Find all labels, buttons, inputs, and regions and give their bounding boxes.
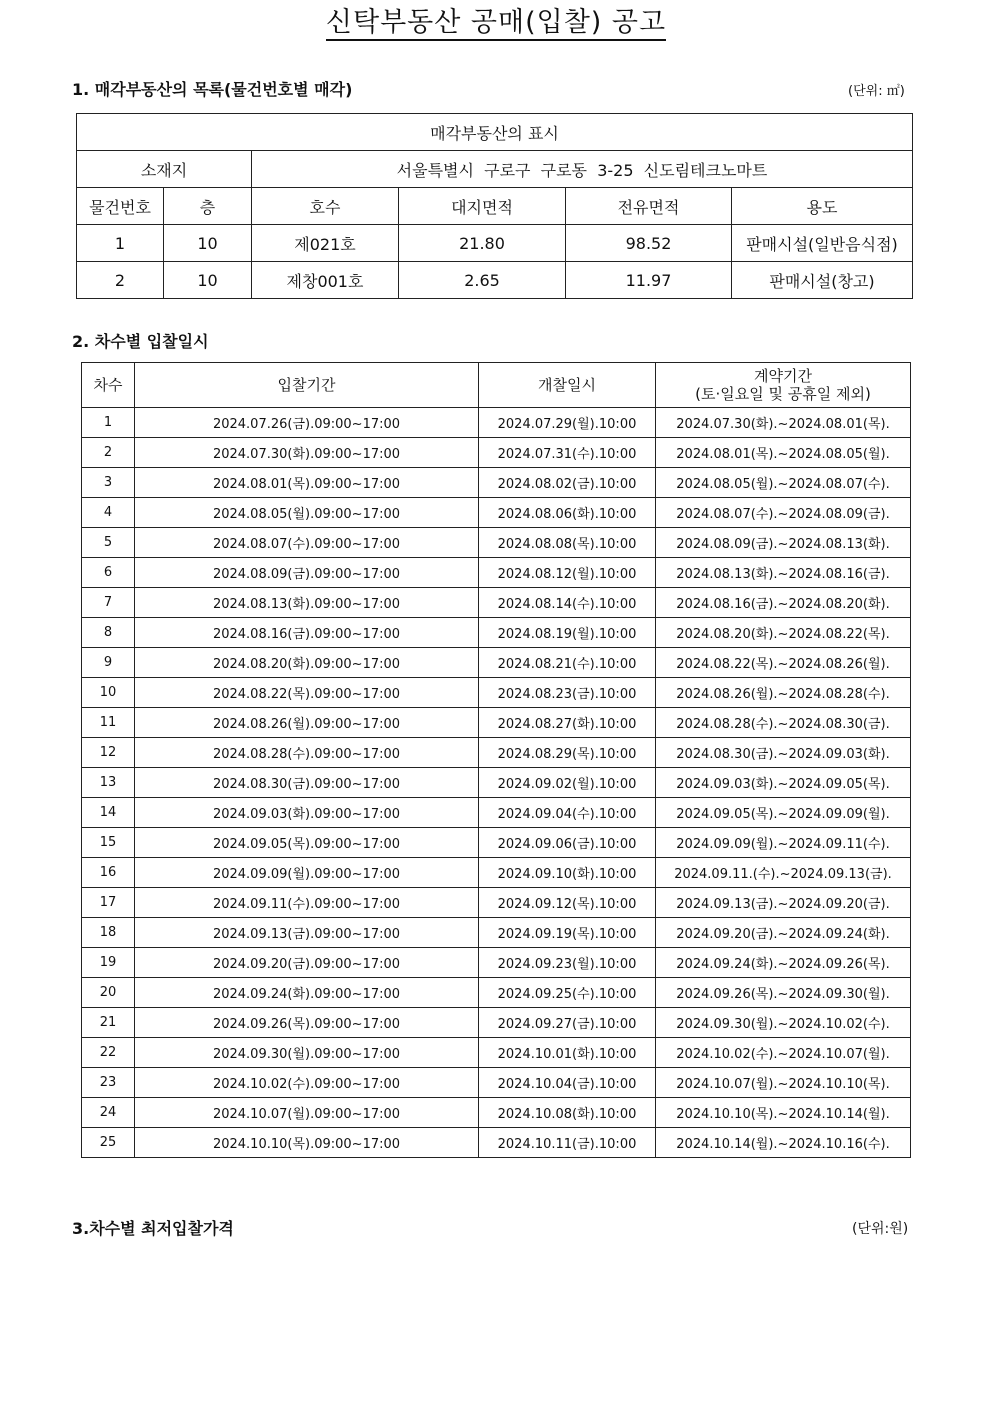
opening-datetime: 2024.07.29(월).10:00 — [479, 408, 656, 438]
contract-period: 2024.08.20(화).~2024.08.22(목). — [656, 618, 911, 648]
section1-unit: (단위: ㎡) — [848, 84, 905, 99]
round-header-row — [82, 363, 911, 408]
table-row — [82, 768, 911, 798]
bid-period: 2024.08.07(수).09:00~17:00 — [135, 528, 479, 558]
usage: 판매시설(창고) — [732, 262, 913, 299]
exclusive-area: 98.52 — [566, 225, 732, 262]
header-item-no: 물건번호 — [77, 188, 164, 225]
opening-datetime: 2024.09.06(금).10:00 — [479, 828, 656, 858]
round-no: 11 — [82, 708, 135, 738]
table-row — [82, 948, 911, 978]
bid-period: 2024.08.30(금).09:00~17:00 — [135, 768, 479, 798]
page-title — [0, 0, 992, 39]
opening-datetime: 2024.09.19(목).10:00 — [479, 918, 656, 948]
item-no: 2 — [77, 262, 164, 299]
bid-period: 2024.10.02(수).09:00~17:00 — [135, 1068, 479, 1098]
round-no: 13 — [82, 768, 135, 798]
contract-period: 2024.08.09(금).~2024.08.13(화). — [656, 528, 911, 558]
round-no: 22 — [82, 1038, 135, 1068]
contract-period: 2024.10.07(월).~2024.10.10(목). — [656, 1068, 911, 1098]
round-no: 7 — [82, 588, 135, 618]
table-row — [82, 528, 911, 558]
round-no: 10 — [82, 678, 135, 708]
round-no: 9 — [82, 648, 135, 678]
header-contract-period-label: 계약기간 — [754, 367, 812, 385]
contract-period: 2024.08.07(수).~2024.08.09(금). — [656, 498, 911, 528]
bid-period: 2024.09.24(화).09:00~17:00 — [135, 978, 479, 1008]
section2-title: 2. 차수별 입찰일시 — [72, 332, 209, 351]
round-no: 16 — [82, 858, 135, 888]
opening-datetime: 2024.07.31(수).10:00 — [479, 438, 656, 468]
header-bid-period: 입찰기간 — [135, 363, 479, 408]
table-row — [82, 558, 911, 588]
header-contract-period — [656, 363, 911, 408]
table-row — [82, 588, 911, 618]
round-no: 21 — [82, 1008, 135, 1038]
round-no: 19 — [82, 948, 135, 978]
bid-period: 2024.08.20(화).09:00~17:00 — [135, 648, 479, 678]
contract-period: 2024.08.28(수).~2024.08.30(금). — [656, 708, 911, 738]
round-no: 12 — [82, 738, 135, 768]
location-value: 서울특별시 구로구 구로동 3-25 신도림테크노마트 — [252, 151, 913, 188]
contract-period: 2024.08.30(금).~2024.09.03(화). — [656, 738, 911, 768]
opening-datetime: 2024.09.10(화).10:00 — [479, 858, 656, 888]
header-land-area: 대지면적 — [399, 188, 566, 225]
usage: 판매시설(일반음식점) — [732, 225, 913, 262]
contract-period: 2024.09.03(화).~2024.09.05(목). — [656, 768, 911, 798]
table-row — [82, 1128, 911, 1158]
contract-period: 2024.09.05(목).~2024.09.09(월). — [656, 798, 911, 828]
opening-datetime: 2024.08.08(목).10:00 — [479, 528, 656, 558]
opening-datetime: 2024.09.02(월).10:00 — [479, 768, 656, 798]
table-row — [82, 978, 911, 1008]
round-no: 2 — [82, 438, 135, 468]
bid-period: 2024.09.09(월).09:00~17:00 — [135, 858, 479, 888]
contract-period: 2024.09.26(목).~2024.09.30(월). — [656, 978, 911, 1008]
table-row — [77, 262, 913, 299]
bid-period: 2024.09.13(금).09:00~17:00 — [135, 918, 479, 948]
unit-no: 제창001호 — [252, 262, 399, 299]
opening-datetime: 2024.10.01(화).10:00 — [479, 1038, 656, 1068]
table-row — [82, 618, 911, 648]
section3-unit: (단위:원) — [852, 1221, 909, 1237]
table-row — [82, 708, 911, 738]
contract-period: 2024.10.10(목).~2024.10.14(월). — [656, 1098, 911, 1128]
round-no: 15 — [82, 828, 135, 858]
opening-datetime: 2024.09.12(목).10:00 — [479, 888, 656, 918]
round-no: 8 — [82, 618, 135, 648]
contract-period: 2024.08.01(목).~2024.08.05(월). — [656, 438, 911, 468]
round-no: 23 — [82, 1068, 135, 1098]
property-table — [76, 113, 913, 299]
table-row — [82, 648, 911, 678]
opening-datetime: 2024.09.23(월).10:00 — [479, 948, 656, 978]
bid-period: 2024.09.20(금).09:00~17:00 — [135, 948, 479, 978]
item-no: 1 — [77, 225, 164, 262]
round-no: 4 — [82, 498, 135, 528]
opening-datetime: 2024.08.14(수).10:00 — [479, 588, 656, 618]
round-no: 20 — [82, 978, 135, 1008]
header-exclusive-area: 전유면적 — [566, 188, 732, 225]
round-no: 3 — [82, 468, 135, 498]
bid-period: 2024.09.30(월).09:00~17:00 — [135, 1038, 479, 1068]
round-no: 5 — [82, 528, 135, 558]
contract-period: 2024.09.24(화).~2024.09.26(목). — [656, 948, 911, 978]
bid-period: 2024.10.10(목).09:00~17:00 — [135, 1128, 479, 1158]
table-row — [82, 408, 911, 438]
bid-period: 2024.08.22(목).09:00~17:00 — [135, 678, 479, 708]
contract-period: 2024.08.26(월).~2024.08.28(수). — [656, 678, 911, 708]
opening-datetime: 2024.08.21(수).10:00 — [479, 648, 656, 678]
opening-datetime: 2024.10.04(금).10:00 — [479, 1068, 656, 1098]
round-no: 14 — [82, 798, 135, 828]
bid-period: 2024.09.26(목).09:00~17:00 — [135, 1008, 479, 1038]
table-row — [82, 678, 911, 708]
opening-datetime: 2024.08.06(화).10:00 — [479, 498, 656, 528]
bid-period: 2024.07.30(화).09:00~17:00 — [135, 438, 479, 468]
land-area: 2.65 — [399, 262, 566, 299]
bid-period: 2024.09.11(수).09:00~17:00 — [135, 888, 479, 918]
round-no: 17 — [82, 888, 135, 918]
table-row — [77, 225, 913, 262]
opening-datetime: 2024.08.02(금).10:00 — [479, 468, 656, 498]
contract-period: 2024.08.05(월).~2024.08.07(수). — [656, 468, 911, 498]
unit-no: 제021호 — [252, 225, 399, 262]
table-row — [82, 1068, 911, 1098]
table-row — [82, 888, 911, 918]
opening-datetime: 2024.09.25(수).10:00 — [479, 978, 656, 1008]
table-row — [82, 1038, 911, 1068]
exclusive-area: 11.97 — [566, 262, 732, 299]
bid-period: 2024.08.16(금).09:00~17:00 — [135, 618, 479, 648]
bid-period: 2024.08.13(화).09:00~17:00 — [135, 588, 479, 618]
bid-period: 2024.08.26(월).09:00~17:00 — [135, 708, 479, 738]
round-table-body — [82, 408, 911, 1158]
bid-period: 2024.08.09(금).09:00~17:00 — [135, 558, 479, 588]
opening-datetime: 2024.08.27(화).10:00 — [479, 708, 656, 738]
table-row — [82, 738, 911, 768]
bid-period: 2024.09.03(화).09:00~17:00 — [135, 798, 479, 828]
table-row — [82, 1098, 911, 1128]
table-row — [82, 828, 911, 858]
contract-period: 2024.09.13(금).~2024.09.20(금). — [656, 888, 911, 918]
opening-datetime: 2024.08.12(월).10:00 — [479, 558, 656, 588]
contract-period: 2024.10.14(월).~2024.10.16(수). — [656, 1128, 911, 1158]
contract-period: 2024.09.30(월).~2024.10.02(수). — [656, 1008, 911, 1038]
round-no: 6 — [82, 558, 135, 588]
header-contract-period-note: (토·일요일 및 공휴일 제외) — [695, 385, 871, 403]
contract-period: 2024.08.13(화).~2024.08.16(금). — [656, 558, 911, 588]
table-row — [82, 438, 911, 468]
contract-period: 2024.08.16(금).~2024.08.20(화). — [656, 588, 911, 618]
bid-period: 2024.08.28(수).09:00~17:00 — [135, 738, 479, 768]
table-row — [82, 1008, 911, 1038]
bid-period: 2024.08.05(월).09:00~17:00 — [135, 498, 479, 528]
opening-datetime: 2024.10.11(금).10:00 — [479, 1128, 656, 1158]
opening-datetime: 2024.09.04(수).10:00 — [479, 798, 656, 828]
section1-title: 1. 매각부동산의 목록(물건번호별 매각) — [72, 80, 353, 99]
table-row — [82, 858, 911, 888]
opening-datetime: 2024.08.29(목).10:00 — [479, 738, 656, 768]
table-row — [82, 498, 911, 528]
page-title-text: 신탁부동산 공매(입찰) 공고 — [326, 7, 666, 41]
header-round: 차수 — [82, 363, 135, 408]
opening-datetime: 2024.08.23(금).10:00 — [479, 678, 656, 708]
header-floor: 층 — [164, 188, 252, 225]
land-area: 21.80 — [399, 225, 566, 262]
section3-title: 3.차수별 최저입찰가격 — [72, 1219, 234, 1238]
header-usage: 용도 — [732, 188, 913, 225]
header-opening-datetime: 개찰일시 — [479, 363, 656, 408]
floor: 10 — [164, 225, 252, 262]
round-no: 25 — [82, 1128, 135, 1158]
opening-datetime: 2024.09.27(금).10:00 — [479, 1008, 656, 1038]
table-row — [82, 798, 911, 828]
contract-period: 2024.09.11.(수).~2024.09.13(금). — [656, 858, 911, 888]
table-row — [82, 918, 911, 948]
contract-period: 2024.07.30(화).~2024.08.01(목). — [656, 408, 911, 438]
bid-period: 2024.07.26(금).09:00~17:00 — [135, 408, 479, 438]
contract-period: 2024.10.02(수).~2024.10.07(월). — [656, 1038, 911, 1068]
location-label: 소재지 — [77, 151, 252, 188]
opening-datetime: 2024.10.08(화).10:00 — [479, 1098, 656, 1128]
round-no: 18 — [82, 918, 135, 948]
round-no: 24 — [82, 1098, 135, 1128]
contract-period: 2024.09.09(월).~2024.09.11(수). — [656, 828, 911, 858]
property-table-caption: 매각부동산의 표시 — [77, 114, 913, 151]
header-unit-no: 호수 — [252, 188, 399, 225]
bid-period: 2024.09.05(목).09:00~17:00 — [135, 828, 479, 858]
contract-period: 2024.08.22(목).~2024.08.26(월). — [656, 648, 911, 678]
table-row — [82, 468, 911, 498]
bid-period: 2024.08.01(목).09:00~17:00 — [135, 468, 479, 498]
opening-datetime: 2024.08.19(월).10:00 — [479, 618, 656, 648]
property-header-row — [77, 188, 913, 225]
contract-period: 2024.09.20(금).~2024.09.24(화). — [656, 918, 911, 948]
round-no: 1 — [82, 408, 135, 438]
round-schedule-table — [81, 362, 911, 1158]
bid-period: 2024.10.07(월).09:00~17:00 — [135, 1098, 479, 1128]
floor: 10 — [164, 262, 252, 299]
